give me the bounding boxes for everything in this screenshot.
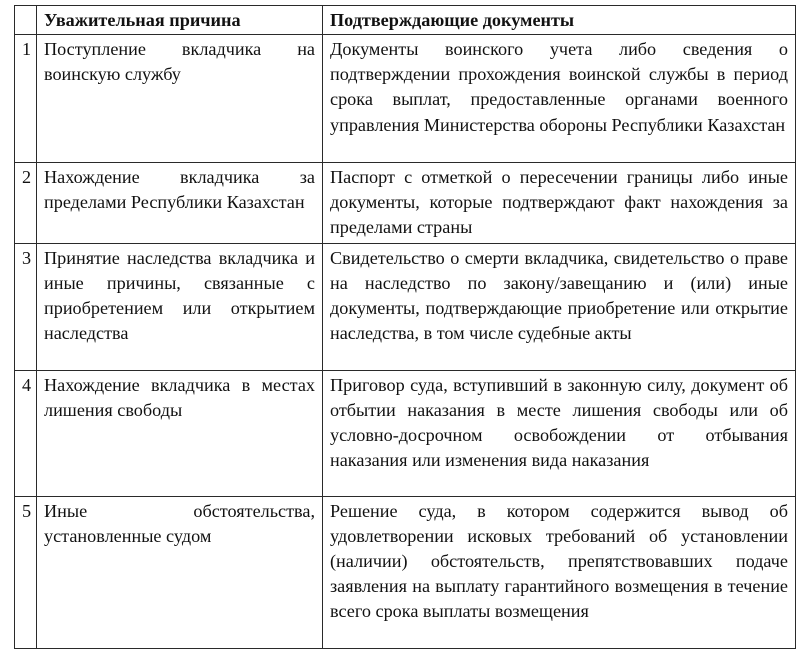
table-row [15,163,796,244]
row-documents: Паспорт с отметкой о пересечении границы либо иные документы, которые подтверждают факт нахождения за пределами страны [323,163,796,244]
header-number [15,6,37,35]
row-documents: Решение суда, в котором содержится вывод об удовлетворении исковых требований об установлении (наличии) обстоятельств, препятствовавших подаче заявления на выплату гарантийного возмещения в течение всего срока выплаты возмещения [323,496,796,648]
row-reason: Иные обстоятельства, установленные судом [37,496,323,648]
row-number: 2 [15,163,37,244]
table-row [15,370,796,496]
table-row [15,243,796,370]
row-reason: Нахождение вкладчика в местах лишения свободы [37,370,323,496]
row-documents: Свидетельство о смерти вкладчика, свидетельство о праве на наследство по закону/завещанию и (или) иные документы, подтверждающие приобретение или открытие наследства, в том числе судебные акты [323,243,796,370]
header-reason: Уважительная причина [37,6,323,35]
header-documents: Подтверждающие документы [323,6,796,35]
table-row [15,496,796,648]
row-reason: Принятие наследства вкладчика и иные причины, связанные с приобретением или открытием наследства [37,243,323,370]
row-documents: Приговор суда, вступивший в законную силу, документ об отбытии наказания в месте лишения свободы или об условно-досрочном освобождении от отбывания наказания или изменения вида наказания [323,370,796,496]
table-body [15,35,796,649]
header-row [15,6,796,35]
row-number: 5 [15,496,37,648]
row-number: 4 [15,370,37,496]
table-row [15,35,796,163]
row-reason: Нахождение вкладчика за пределами Республики Казахстан [37,163,323,244]
row-documents: Документы воинского учета либо сведения о подтверждении прохождения воинской службы в период срока выплат, предоставленные органами военного управления Министерства обороны Республики Казахстан [323,35,796,163]
row-reason: Поступление вкладчика на воинскую службу [37,35,323,163]
row-number: 3 [15,243,37,370]
reasons-documents-table [14,5,796,649]
row-number: 1 [15,35,37,163]
table-header [15,6,796,35]
